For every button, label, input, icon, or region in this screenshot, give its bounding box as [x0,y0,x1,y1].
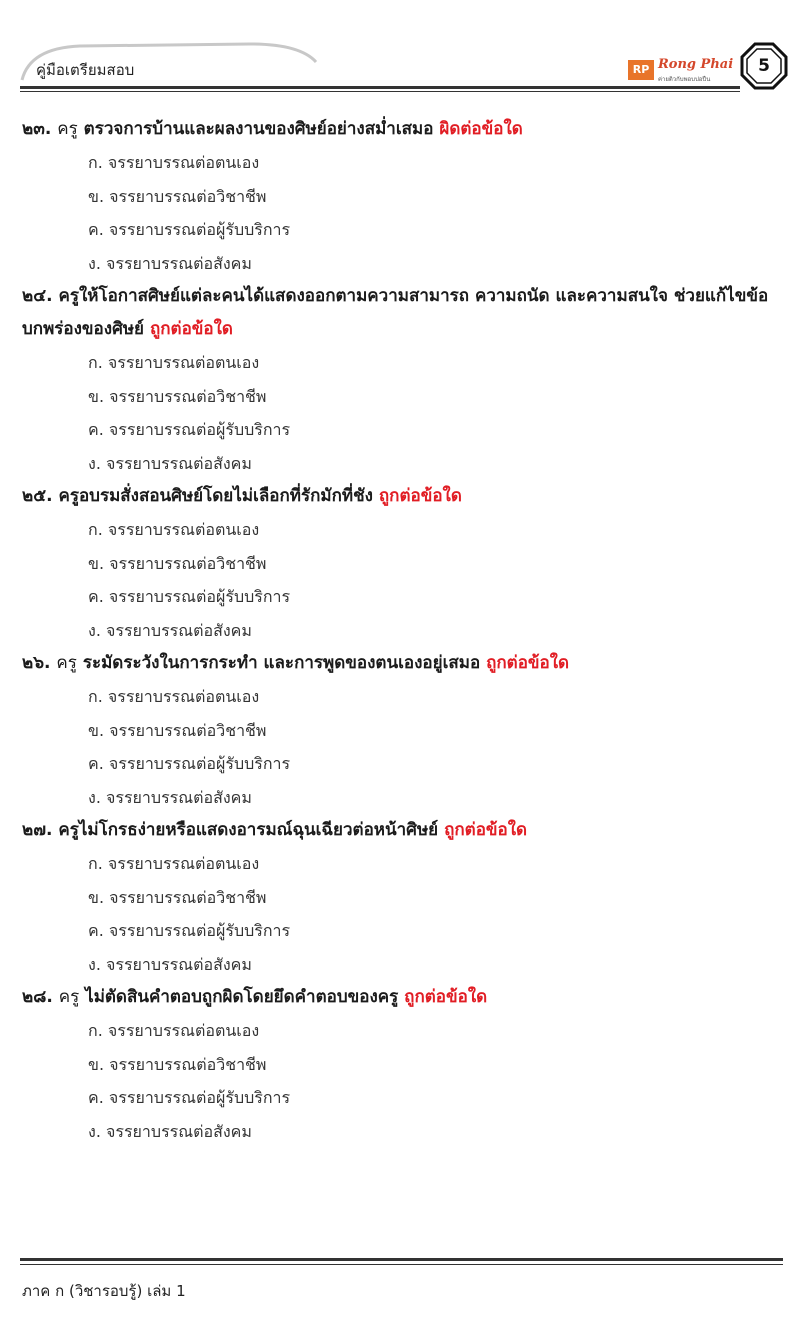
answer-option: ข. จรรยาบรรณต่อวิชาชีพ [88,186,267,206]
answer-option: ข. จรรยาบรรณต่อวิชาชีพ [88,1054,267,1074]
question-text [22,814,782,847]
question-number: ๒๕. [22,486,53,506]
question-emphasis: ถูกต่อข้อใด [149,319,233,339]
answer-option: ก. จรรยาบรรณต่อตนเอง [88,520,260,539]
answer-option: ก. จรรยาบรรณต่อตนเอง [88,854,260,873]
footer-rule-thin [20,1264,783,1265]
footer-section-label: ภาค ก (วิชารอบรู้) เล่ม 1 [22,1282,186,1300]
question-block [22,280,782,480]
question-block [22,647,782,814]
page-number: 5 [758,56,770,76]
question-number: ๒๓. [22,119,52,139]
logo-name: Rong Phai [658,57,734,72]
question-body: ตรวจการบ้านและผลงานของศิษย์อย่างสม่ำเสมอ [83,119,434,139]
question-block [22,480,782,647]
answer-option: ข. จรรยาบรรณต่อวิชาชีพ [88,887,267,907]
answer-option: ข. จรรยาบรรณต่อวิชาชีพ [88,720,267,740]
question-emphasis: ถูกต่อข้อใด [444,820,528,840]
answer-option: ง. จรรยาบรรณต่อสังคม [88,954,252,974]
question-prefix: ครู [56,653,77,673]
answer-option: ค. จรรยาบรรณต่อผู้รับบริการ [88,587,291,606]
question-emphasis: ผิดต่อข้อใด [439,119,523,139]
question-text [22,647,782,680]
page-number-badge [740,42,788,90]
answer-option: ง. จรรยาบรรณต่อสังคม [88,253,252,273]
question-block [22,814,782,981]
question-block [22,113,782,280]
answer-option: ค. จรรยาบรรณต่อผู้รับบริการ [88,921,291,940]
answer-option: ค. จรรยาบรรณต่อผู้รับบริการ [88,754,291,773]
brand-logo [628,52,743,84]
answer-option: ค. จรรยาบรรณต่อผู้รับบริการ [88,1088,291,1107]
answer-option: ค. จรรยาบรรณต่อผู้รับบริการ [88,220,291,239]
answer-option: ก. จรรยาบรรณต่อตนเอง [88,353,260,372]
logo-tagline: ค่ายติวกับพอบปอปืน [658,76,711,83]
question-number: ๒๗. [22,820,53,840]
question-body: ครูไม่โกรธง่ายหรือแสดงอารมณ์ฉุนเฉียวต่อหน้าศิษย์ [58,820,439,840]
question-number: ๒๖. [22,653,51,673]
question-prefix: ครู [58,987,80,1007]
answer-option: ข. จรรยาบรรณต่อวิชาชีพ [88,386,267,406]
question-number: ๒๔. [22,286,53,306]
question-emphasis: ถูกต่อข้อใด [486,653,570,673]
answer-option: ข. จรรยาบรรณต่อวิชาชีพ [88,553,267,573]
answer-option: ง. จรรยาบรรณต่อสังคม [88,620,252,640]
question-number: ๒๘. [22,987,53,1007]
question-body: ครูให้โอกาสศิษย์แต่ละคนได้แสดงออกตามความสามารถ ความถนัด และความสนใจ ช่วยแก้ไขข้อบกพร่องของศิษย์ [22,286,769,339]
question-prefix: ครู [57,119,78,139]
question-emphasis: ถูกต่อข้อใด [378,486,462,506]
question-text [22,280,782,346]
question-emphasis: ถูกต่อข้อใด [404,987,488,1007]
question-text [22,113,782,146]
header-rule-thin [20,91,740,92]
question-list [22,113,782,1148]
question-body: ไม่ตัดสินคำตอบถูกผิดโดยยึดคำตอบของครู [85,987,399,1007]
question-body: ระมัดระวังในการกระทำ และการพูดของตนเองอยู่เสมอ [82,653,481,673]
answer-option: ง. จรรยาบรรณต่อสังคม [88,787,252,807]
answer-option: ง. จรรยาบรรณต่อสังคม [88,453,252,473]
question-body: ครูอบรมสั่งสอนศิษย์โดยไม่เลือกที่รักมักที่ชัง [58,486,373,506]
answer-option: ค. จรรยาบรรณต่อผู้รับบริการ [88,420,291,439]
question-text [22,480,782,513]
answer-option: ง. จรรยาบรรณต่อสังคม [88,1121,252,1141]
footer-rule [20,1258,783,1261]
answer-option: ก. จรรยาบรรณต่อตนเอง [88,153,260,172]
page-header [0,0,800,100]
question-block [22,981,782,1148]
answer-option: ก. จรรยาบรรณต่อตนเอง [88,687,260,706]
logo-mark: RP [628,60,654,80]
document-title: คู่มือเตรียมสอบ [36,61,135,79]
question-text [22,981,782,1014]
header-rule [20,86,740,89]
answer-option: ก. จรรยาบรรณต่อตนเอง [88,1021,260,1040]
